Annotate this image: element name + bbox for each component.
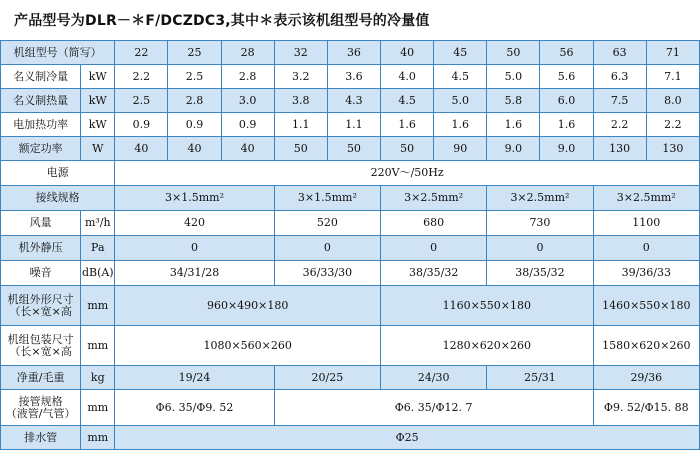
dimensions-label-line1: 机组外形尺寸 [7, 292, 74, 306]
value-cell: 40 [115, 137, 168, 161]
airflow-cell: 730 [487, 211, 593, 236]
value-cell: 1.1 [327, 113, 380, 137]
value-cell: 4.0 [381, 65, 434, 89]
drain-row [1, 426, 700, 450]
dimensions-cell: 1160×550×180 [381, 286, 594, 326]
value-cell: 5.8 [487, 89, 540, 113]
value-cell: 3.2 [274, 65, 327, 89]
value-cell: 6.3 [593, 65, 646, 89]
value-cell: 40 [168, 137, 221, 161]
value-cell: 50 [327, 137, 380, 161]
value-cell: 90 [434, 137, 487, 161]
noise-unit: dB(A) [81, 261, 115, 286]
value-cell: 7.1 [646, 65, 699, 89]
wiring-cell: 3×2.5mm² [487, 186, 593, 211]
airflow-label: 风量 [1, 211, 81, 236]
package-row [1, 326, 700, 366]
model-row [1, 41, 700, 65]
package-cell: 1280×620×260 [381, 326, 594, 366]
model-cell: 71 [646, 41, 699, 65]
weight-row [1, 366, 700, 390]
value-cell: 1.6 [540, 113, 593, 137]
model-cell: 22 [115, 41, 168, 65]
spec-table-wrap [0, 40, 700, 474]
package-cell: 1580×620×260 [593, 326, 699, 366]
model-cell: 32 [274, 41, 327, 65]
pipes-row [1, 390, 700, 426]
value-cell: 50 [381, 137, 434, 161]
static-pressure-row [1, 236, 700, 261]
model-cell: 63 [593, 41, 646, 65]
power-supply-value: 220V～/50Hz [115, 161, 700, 186]
pipes-cell: Φ9. 52/Φ15. 88 [593, 390, 699, 426]
value-cell: 3.6 [327, 65, 380, 89]
model-cell: 36 [327, 41, 380, 65]
dimensions-unit: mm [81, 286, 115, 326]
rated-heating-row [1, 89, 700, 113]
value-cell: 2.2 [646, 113, 699, 137]
static-pressure-cell: 0 [487, 236, 593, 261]
wiring-cell: 3×1.5mm² [115, 186, 274, 211]
model-cell: 56 [540, 41, 593, 65]
electric-heat-label: 电加热功率 [1, 113, 81, 137]
dimensions-cell: 960×490×180 [115, 286, 381, 326]
value-cell: 0.9 [115, 113, 168, 137]
static-pressure-cell: 0 [274, 236, 380, 261]
dimensions-cell: 1460×550×180 [593, 286, 699, 326]
weight-cell: 20/25 [274, 366, 380, 390]
drain-cell: Φ25 [115, 426, 700, 450]
model-cell: 25 [168, 41, 221, 65]
rated-cooling-row [1, 65, 700, 89]
value-cell: 7.5 [593, 89, 646, 113]
value-cell: 4.5 [381, 89, 434, 113]
value-cell: 8.0 [646, 89, 699, 113]
value-cell: 3.0 [221, 89, 274, 113]
dimensions-label-line2: （长×宽×高 [9, 304, 72, 318]
noise-cell: 38/35/32 [381, 261, 487, 286]
static-pressure-cell: 0 [115, 236, 274, 261]
pipes-unit: mm [81, 390, 115, 426]
value-cell: 130 [646, 137, 699, 161]
pipes-label [1, 390, 81, 426]
noise-row [1, 261, 700, 286]
rated-power-unit: W [81, 137, 115, 161]
value-cell: 4.3 [327, 89, 380, 113]
pipes-cell: Φ6. 35/Φ12. 7 [274, 390, 593, 426]
model-cell: 40 [381, 41, 434, 65]
noise-cell: 34/31/28 [115, 261, 274, 286]
model-cell: 28 [221, 41, 274, 65]
noise-cell: 36/33/30 [274, 261, 380, 286]
rated-cooling-unit: kW [81, 65, 115, 89]
power-supply-row [1, 161, 700, 186]
airflow-cell: 520 [274, 211, 380, 236]
noise-cell: 38/35/32 [487, 261, 593, 286]
page-title: 产品型号为DLR－＊F/DCZDC3,其中＊表示该机组型号的冷量值 [14, 13, 430, 29]
airflow-unit: m³/h [81, 211, 115, 236]
weight-cell: 25/31 [487, 366, 593, 390]
value-cell: 5.0 [434, 89, 487, 113]
value-cell: 0.9 [221, 113, 274, 137]
dimensions-row [1, 286, 700, 326]
value-cell: 2.8 [168, 89, 221, 113]
package-cell: 1080×560×260 [115, 326, 381, 366]
airflow-cell: 680 [381, 211, 487, 236]
airflow-row [1, 211, 700, 236]
rated-heating-label: 名义制热量 [1, 89, 81, 113]
package-unit: mm [81, 326, 115, 366]
weight-cell: 24/30 [381, 366, 487, 390]
static-pressure-cell: 0 [381, 236, 487, 261]
static-pressure-unit: Pa [81, 236, 115, 261]
value-cell: 1.1 [274, 113, 327, 137]
model-cell: 45 [434, 41, 487, 65]
airflow-cell: 1100 [593, 211, 699, 236]
rated-power-label: 额定功率 [1, 137, 81, 161]
rated-heating-unit: kW [81, 89, 115, 113]
electric-heat-row [1, 113, 700, 137]
value-cell: 9.0 [540, 137, 593, 161]
value-cell: 1.6 [381, 113, 434, 137]
wiring-label: 接线规格 [1, 186, 115, 211]
power-supply-label: 电源 [1, 161, 115, 186]
value-cell: 50 [274, 137, 327, 161]
package-label-line1: 机组包装尺寸 [7, 332, 74, 346]
rated-power-row [1, 137, 700, 161]
airflow-cell: 420 [115, 211, 274, 236]
weight-cell: 29/36 [593, 366, 699, 390]
wiring-cell: 3×2.5mm² [593, 186, 699, 211]
model-cell: 50 [487, 41, 540, 65]
static-pressure-cell: 0 [593, 236, 699, 261]
electric-heat-unit: kW [81, 113, 115, 137]
value-cell: 2.5 [115, 89, 168, 113]
static-pressure-label: 机外静压 [1, 236, 81, 261]
noise-cell: 39/36/33 [593, 261, 699, 286]
value-cell: 9.0 [487, 137, 540, 161]
value-cell: 2.8 [221, 65, 274, 89]
dimensions-label [1, 286, 81, 326]
weight-unit: kg [81, 366, 115, 390]
value-cell: 1.6 [434, 113, 487, 137]
value-cell: 2.5 [168, 65, 221, 89]
noise-label: 噪音 [1, 261, 81, 286]
spec-table [0, 40, 700, 450]
value-cell: 2.2 [115, 65, 168, 89]
value-cell: 130 [593, 137, 646, 161]
pipes-label-line2: （液管/气管） [5, 406, 76, 420]
drain-unit: mm [81, 426, 115, 450]
value-cell: 5.0 [487, 65, 540, 89]
value-cell: 5.6 [540, 65, 593, 89]
rated-cooling-label: 名义制冷量 [1, 65, 81, 89]
value-cell: 40 [221, 137, 274, 161]
value-cell: 1.6 [487, 113, 540, 137]
pipes-cell: Φ6. 35/Φ9. 52 [115, 390, 274, 426]
drain-label: 排水管 [1, 426, 81, 450]
value-cell: 4.5 [434, 65, 487, 89]
value-cell: 6.0 [540, 89, 593, 113]
value-cell: 2.2 [593, 113, 646, 137]
wiring-cell: 3×1.5mm² [274, 186, 380, 211]
value-cell: 3.8 [274, 89, 327, 113]
weight-label: 净重/毛重 [1, 366, 81, 390]
model-row-label: 机组型号（简写） [1, 41, 115, 65]
value-cell: 0.9 [168, 113, 221, 137]
weight-cell: 19/24 [115, 366, 274, 390]
pipes-label-line1: 接管规格 [18, 394, 63, 408]
package-label-line2: （长×宽×高 [9, 344, 72, 358]
wiring-cell: 3×2.5mm² [381, 186, 487, 211]
package-label [1, 326, 81, 366]
wiring-row [1, 186, 700, 211]
